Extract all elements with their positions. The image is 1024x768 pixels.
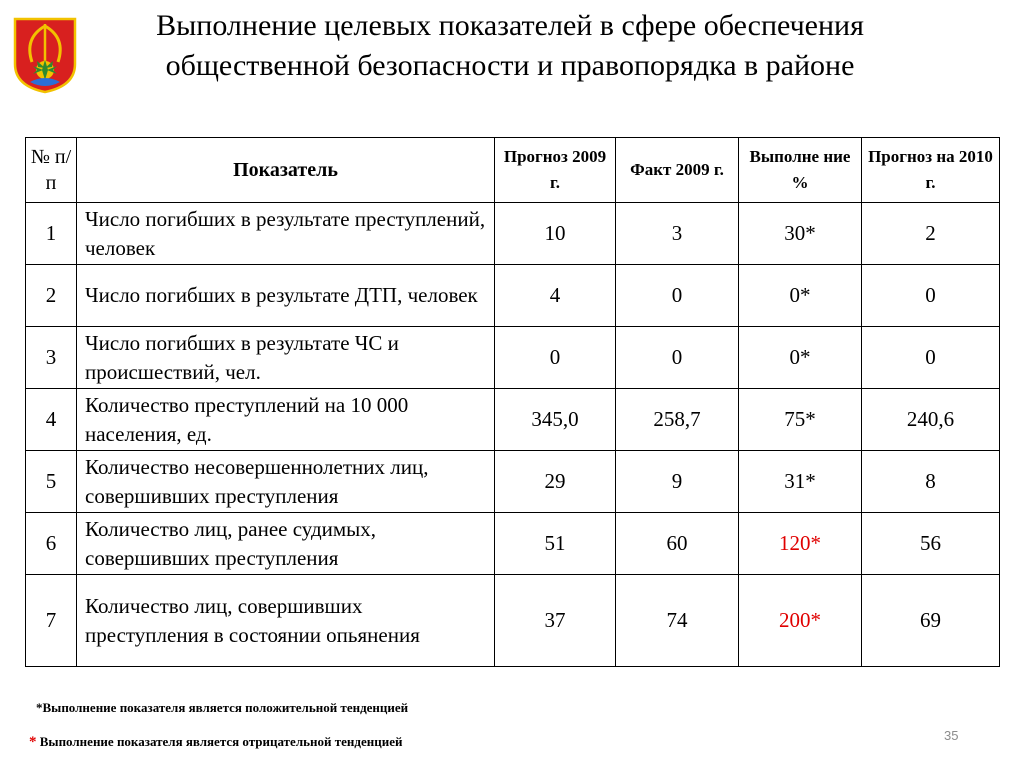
fact-2009-value: 74 (616, 575, 739, 667)
forecast-2009-value: 10 (495, 203, 616, 265)
forecast-2009-value: 345,0 (495, 389, 616, 451)
indicator-name: Число погибших в результате преступлений, человек (77, 203, 495, 265)
column-header-fact-2009: Факт 2009 г. (616, 138, 739, 203)
coat-of-arms-icon (12, 16, 78, 94)
forecast-2009-value: 4 (495, 265, 616, 327)
row-number: 2 (26, 265, 77, 327)
forecast-2010-value: 240,6 (862, 389, 1000, 451)
column-header-execution: Выполне ние % (739, 138, 862, 203)
fact-2009-value: 9 (616, 451, 739, 513)
column-header-indicator: Показатель (77, 138, 495, 203)
forecast-2010-value: 2 (862, 203, 1000, 265)
row-number: 1 (26, 203, 77, 265)
table-row (26, 575, 1000, 667)
table-row (26, 327, 1000, 389)
page-title (95, 6, 925, 86)
forecast-2009-value: 37 (495, 575, 616, 667)
column-header-num: № п/п (26, 138, 77, 203)
row-number: 3 (26, 327, 77, 389)
footnote-negative-star: * (29, 734, 37, 750)
table-row (26, 265, 1000, 327)
forecast-2010-value: 0 (862, 265, 1000, 327)
fact-2009-value: 0 (616, 327, 739, 389)
row-number: 4 (26, 389, 77, 451)
forecast-2009-value: 51 (495, 513, 616, 575)
footnote-negative-text: Выполнение показателя является отрицательной тенденцией (36, 734, 403, 749)
table-row (26, 451, 1000, 513)
table-header-row (26, 138, 1000, 203)
indicator-name: Количество несовершеннолетних лиц, совершивших преступления (77, 451, 495, 513)
indicator-name: Количество лиц, совершивших преступления в состоянии опьянения (77, 575, 495, 667)
column-header-forecast-2009: Прогноз 2009 г. (495, 138, 616, 203)
forecast-2009-value: 0 (495, 327, 616, 389)
indicator-name: Число погибших в результате ЧС и происшествий, чел. (77, 327, 495, 389)
fact-2009-value: 0 (616, 265, 739, 327)
row-number: 6 (26, 513, 77, 575)
indicator-name: Число погибших в результате ДТП, человек (77, 265, 495, 327)
execution-value: 120* (739, 513, 862, 575)
column-header-forecast-2010: Прогноз на 2010 г. (862, 138, 1000, 203)
table-row (26, 513, 1000, 575)
title-line-2: общественной безопасности и правопорядка в районе (165, 49, 855, 82)
page-number: 35 (944, 728, 959, 743)
title-line-1: Выполнение целевых показателей в сфере обеспечения (156, 9, 864, 42)
execution-value: 200* (739, 575, 862, 667)
footnote-negative (29, 734, 402, 751)
indicators-table (25, 137, 1000, 667)
footnote-positive: *Выполнение показателя является положительной тенденцией (36, 700, 409, 715)
execution-value: 30* (739, 203, 862, 265)
execution-value: 75* (739, 389, 862, 451)
forecast-2009-value: 29 (495, 451, 616, 513)
row-number: 7 (26, 575, 77, 667)
fact-2009-value: 60 (616, 513, 739, 575)
execution-value: 0* (739, 327, 862, 389)
fact-2009-value: 3 (616, 203, 739, 265)
indicator-name: Количество лиц, ранее судимых, совершивших преступления (77, 513, 495, 575)
forecast-2010-value: 69 (862, 575, 1000, 667)
indicator-name: Количество преступлений на 10 000 населения, ед. (77, 389, 495, 451)
row-number: 5 (26, 451, 77, 513)
table-row (26, 389, 1000, 451)
execution-value: 0* (739, 265, 862, 327)
forecast-2010-value: 0 (862, 327, 1000, 389)
execution-value: 31* (739, 451, 862, 513)
forecast-2010-value: 8 (862, 451, 1000, 513)
forecast-2010-value: 56 (862, 513, 1000, 575)
fact-2009-value: 258,7 (616, 389, 739, 451)
table-row (26, 203, 1000, 265)
